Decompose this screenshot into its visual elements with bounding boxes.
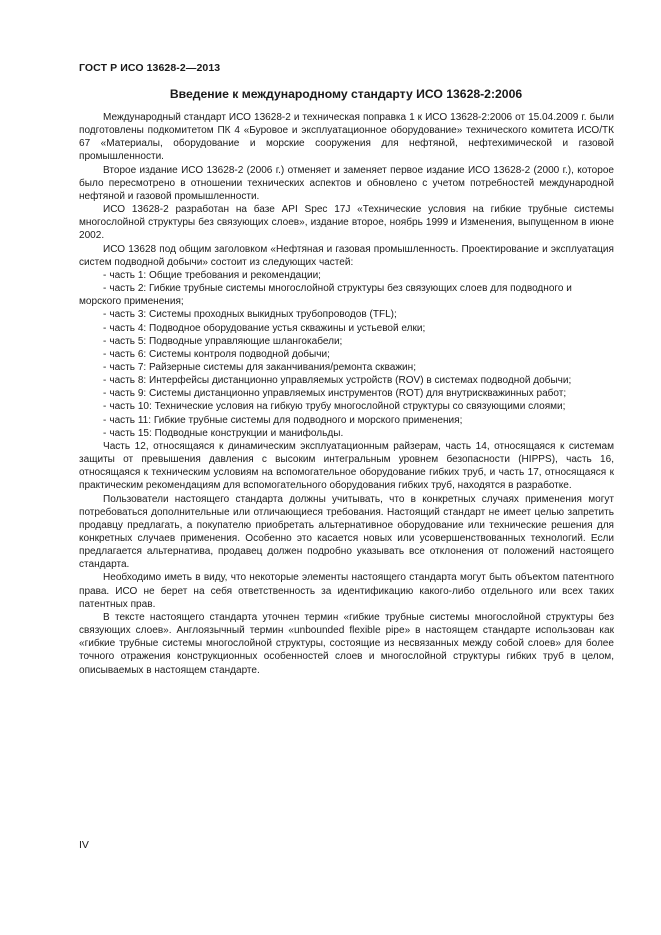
list-dash: - bbox=[103, 335, 107, 347]
list-item bbox=[79, 361, 614, 374]
list-item-text: часть 1: Общие требования и рекомендации; bbox=[109, 269, 321, 281]
list-item-text: часть 7: Райзерные системы для заканчивания/ремонта скважин; bbox=[109, 361, 416, 373]
parts-list bbox=[79, 269, 614, 440]
list-item-text: часть 11: Гибкие трубные системы для подводного и морского применения; bbox=[109, 414, 463, 426]
paragraph: Часть 12, относящаяся к динамическим эксплуатационным райзерам, часть 14, относящаяся к системам защиты от превышения давления с высоким интегральным уровнем безопасности (HIPPS), часть 16, относящаяся к техническим условиям на вспомогательное оборудование гибких труб, и часть 17, относящаяся к практическим рекомендациям для вспомогательного оборудования гибких труб, находятся в разработке. bbox=[79, 440, 614, 492]
list-item-text: часть 10: Технические условия на гибкую трубу многослойной структуры со связующими слоями; bbox=[109, 401, 566, 413]
list-dash: - bbox=[103, 309, 107, 321]
list-dash: - bbox=[103, 361, 107, 373]
list-item bbox=[79, 427, 614, 440]
list-item-text: часть 8: Интерфейсы дистанционно управляемых устройств (ROV) в системах подводной добычи; bbox=[109, 375, 572, 387]
list-item bbox=[79, 308, 614, 321]
list-item bbox=[79, 400, 614, 413]
list-item-text: часть 2: Гибкие трубные системы многослойной структуры без связующих слоев для подводного и морского применения; bbox=[79, 283, 572, 308]
list-dash: - bbox=[103, 269, 107, 281]
list-dash: - bbox=[103, 283, 107, 295]
list-item-text: часть 9: Системы дистанционно управляемых инструментов (ROT) для внутрискважинных работ; bbox=[109, 388, 567, 400]
list-dash: - bbox=[103, 414, 107, 426]
paragraph: ИСО 13628 под общим заголовком «Нефтяная и газовая промышленность. Проектирование и эксплуатация систем подводной добычи» состоит из следующих частей: bbox=[79, 243, 614, 268]
body-text bbox=[79, 111, 614, 677]
list-dash: - bbox=[103, 322, 107, 334]
list-item-text: часть 4: Подводное оборудование устья скважины и устьевой елки; bbox=[109, 322, 426, 334]
list-item bbox=[79, 348, 614, 361]
paragraph: В тексте настоящего стандарта уточнен термин «гибкие трубные системы многослойной структуры без связующих слоев». Англоязычный термин «unbounded flexible pipe» в настоящем стандарте использован как «гибкие трубные системы многослойной структуры, состоящие из несвязанных между собой слоев» для более точного отражения конструкционных особенностей слоев и многослойной структуры гибких труб в целом, описываемых в настоящем стандарте. bbox=[79, 611, 614, 676]
list-item bbox=[79, 414, 614, 427]
list-item bbox=[79, 374, 614, 387]
list-item-text: часть 6: Системы контроля подводной добычи; bbox=[109, 348, 330, 360]
list-item bbox=[79, 335, 614, 348]
list-dash: - bbox=[103, 427, 107, 439]
list-item bbox=[79, 282, 614, 308]
list-dash: - bbox=[103, 375, 107, 387]
page-number: IV bbox=[79, 839, 89, 851]
paragraph: Необходимо иметь в виду, что некоторые элементы настоящего стандарта могут быть объектом патентного права. ИСО не берет на себя ответственность за идентификацию какого-либо отдельного или всех таких патентных прав. bbox=[79, 572, 614, 610]
list-item bbox=[79, 322, 614, 335]
list-dash: - bbox=[103, 401, 107, 413]
paragraph: Второе издание ИСО 13628-2 (2006 г.) отменяет и заменяет первое издание ИСО 13628-2 (2000 г.), которое было пересмотрено в отношении технических аспектов и обновлено с учетом потребностей международной нефтяной и газовой промышленности. bbox=[79, 164, 614, 202]
section-title: Введение к международному стандарту ИСО 13628-2:2006 bbox=[169, 87, 523, 101]
paragraph: ИСО 13628-2 разработан на базе API Spec 17J «Технические условия на гибкие трубные системы многослойной структуры без связующих слоев», издание второе, ноябрь 1999 и Изменения, выпущенном в июне 2002. bbox=[79, 204, 614, 242]
list-dash: - bbox=[103, 388, 107, 400]
document-code-header: ГОСТ Р ИСО 13628-2—2013 bbox=[79, 62, 221, 74]
paragraph: Пользователи настоящего стандарта должны учитывать, что в конкретных случаях применения могут потребоваться дополнительные или отличающиеся требования. Настоящий стандарт не имеет целью запретить продавцу предлагать, а покупателю приобретать альтернативное оборудование или технические решения для конкретных случаев применения. Особенно это касается новых или усовершенствованных технологий. Если предлагается альтернатива, продавец должен подробно указывать все отклонения от положений настоящего стандарта. bbox=[79, 493, 614, 571]
paragraph: Международный стандарт ИСО 13628-2 и техническая поправка 1 к ИСО 13628-2:2006 от 15.04.2009 г. были подготовлены подкомитетом ПК 4 «Буровое и эксплуатационное оборудование» технического комитета ИСО/ТК 67 «Материалы, оборудование и морские сооружения для нефтяной, нефтехимической и газовой промышленности. bbox=[79, 112, 614, 163]
list-item-text: часть 5: Подводные управляющие шлангокабели; bbox=[109, 335, 343, 347]
list-item bbox=[79, 387, 614, 400]
list-dash: - bbox=[103, 348, 107, 360]
list-item-text: часть 3: Системы проходных выкидных трубопроводов (TFL); bbox=[109, 309, 397, 321]
list-item bbox=[79, 269, 614, 282]
list-item-text: часть 15: Подводные конструкции и манифольды. bbox=[109, 427, 344, 439]
